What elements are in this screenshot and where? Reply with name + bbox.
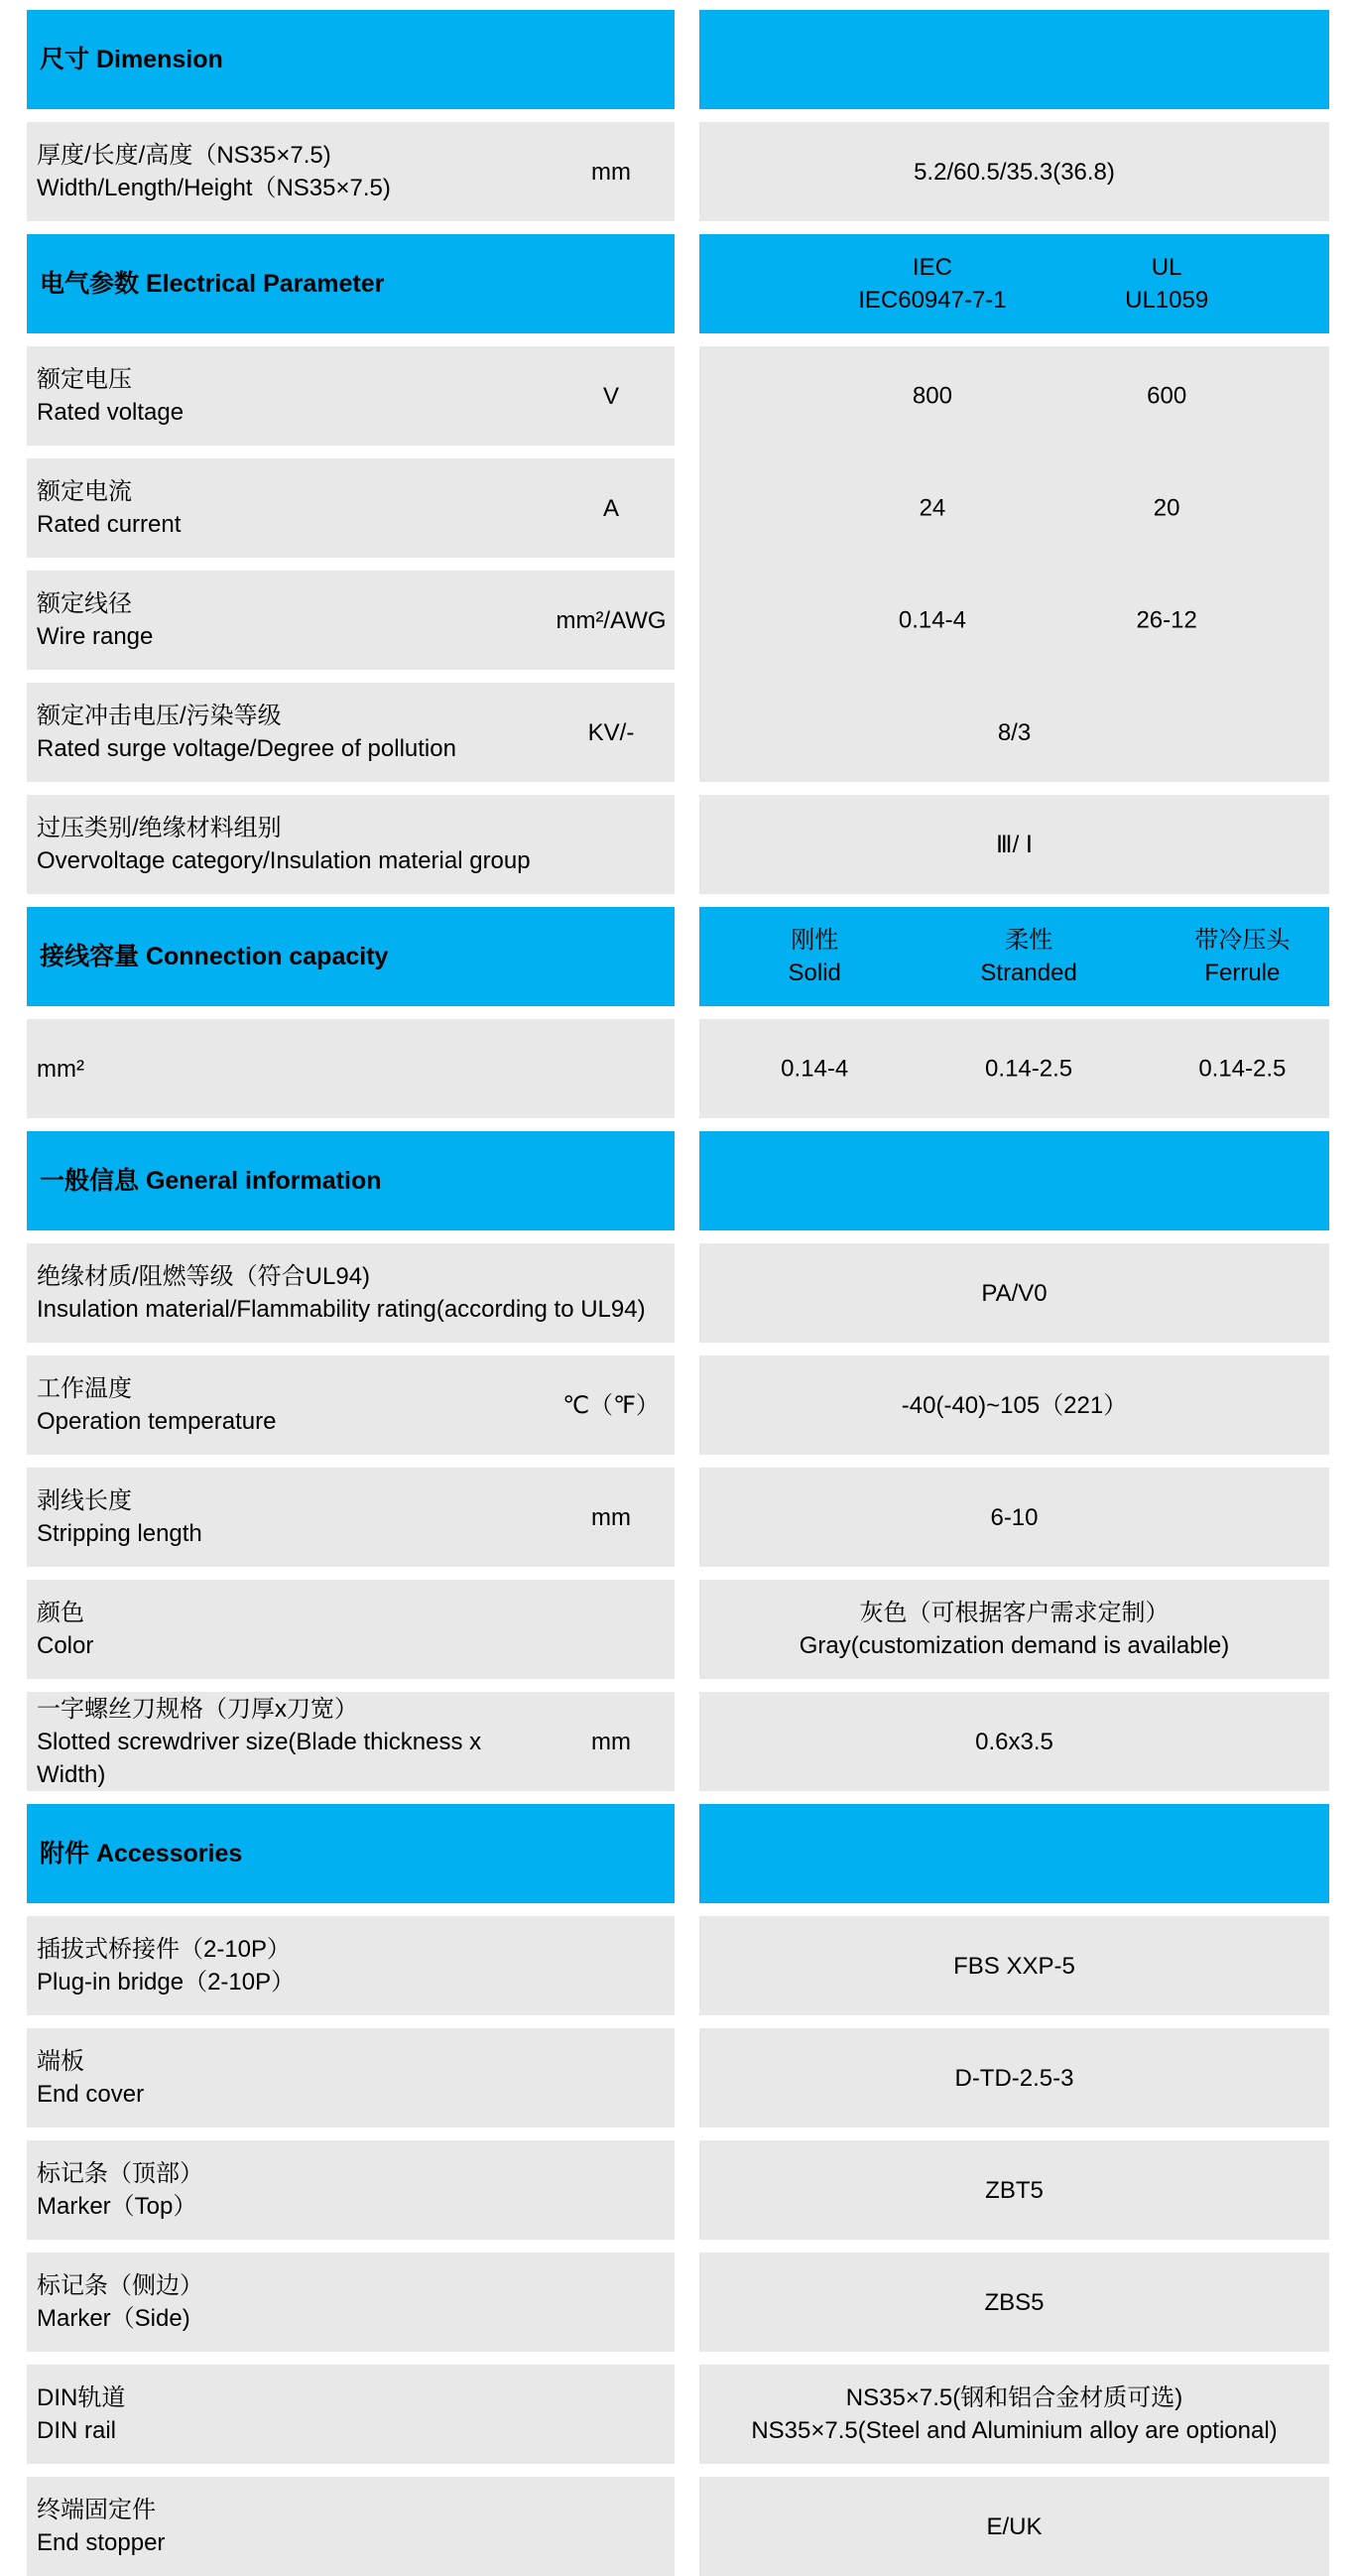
row-end-stopper-value-cell: [699, 2477, 1329, 2576]
row-label-en: Wire range: [37, 623, 154, 650]
row-stripping-label-cell: [27, 1468, 675, 1567]
row-label-zh: 标记条（顶部）: [37, 2160, 203, 2187]
row-value: 5.2/60.5/35.3(36.8): [914, 158, 1115, 186]
column-header-ferrule-zh: 带冷压头: [1194, 927, 1291, 954]
electrical-rows-group: [27, 346, 1359, 782]
column-header-ferrule-en: Ferrule: [1204, 960, 1281, 986]
rated-current-values: [699, 458, 1329, 558]
row-marker-top-label-cell: [27, 2140, 675, 2240]
row-label-en: Slotted screwdriver size(Blade thickness x Width): [37, 1728, 482, 1788]
row-label-en: End cover: [37, 2081, 145, 2108]
row-value-en: NS35×7.5(Steel and Aluminium alloy are optional): [751, 2417, 1278, 2444]
row-value: FBS XXP-5: [953, 1952, 1075, 1980]
value-ferrule: 0.14-2.5: [1198, 1055, 1287, 1083]
row-label-en: Rated current: [37, 511, 182, 538]
row-label-zh: 剥线长度: [37, 1487, 132, 1514]
section-header-dimension: [27, 10, 1359, 109]
section-header-dimension-title-cell: [27, 10, 675, 109]
row-insulation-value-cell: [699, 1243, 1329, 1343]
column-header-iec-standard: IEC60947-7-1: [858, 287, 1007, 314]
row-label-zh: 一字螺丝刀规格（刀厚x刀宽）: [37, 1695, 358, 1723]
row-stripping-value-cell: [699, 1468, 1329, 1567]
row-color-value-cell: [699, 1580, 1329, 1679]
section-header-connection: [27, 907, 1359, 1006]
row-label-zh: 标记条（侧边）: [37, 2272, 203, 2299]
row-wire-range-label-cell: [27, 571, 675, 670]
column-header-solid: [789, 924, 841, 989]
electrical-values-panel: [699, 346, 1329, 782]
row-unit: mm: [591, 1503, 631, 1531]
row-end-cover: [27, 2028, 1359, 2127]
row-overvoltage-label-cell: [27, 795, 675, 894]
row-value: PA/V0: [981, 1279, 1048, 1307]
row-unit: mm: [591, 1728, 631, 1755]
section-header-electrical-title-cell: [27, 234, 675, 333]
row-label-en: Marker（Top）: [37, 2193, 197, 2220]
row-label-zh: 插拔式桥接件（2-10P）: [37, 1936, 292, 1963]
value-iec: 24: [919, 494, 946, 522]
row-din-rail: [27, 2365, 1359, 2464]
row-rated-voltage-label-cell: [27, 346, 675, 446]
column-header-solid-zh: 刚性: [791, 927, 839, 954]
column-header-stranded-en: Stranded: [980, 960, 1077, 986]
row-label: mm²: [37, 1055, 84, 1083]
row-label-zh: 端板: [37, 2048, 84, 2075]
section-title: 一般信息 General information: [40, 1166, 382, 1195]
row-temperature-label-cell: [27, 1355, 675, 1455]
column-header-ferrule: [1194, 924, 1290, 989]
row-value: 8/3: [997, 718, 1032, 746]
row-label-zh: 额定冲击电压/污染等级: [37, 703, 282, 729]
row-insulation: [27, 1243, 1359, 1343]
row-label-zh: 额定电流: [37, 478, 132, 505]
row-label-en: Plug-in bridge（2-10P）: [37, 1969, 296, 1996]
row-surge-label-cell: [27, 683, 675, 782]
rated-voltage-values: [699, 346, 1329, 446]
row-label-en: Insulation material/Flammability rating(according to UL94): [37, 1296, 646, 1323]
row-screwdriver-value-cell: [699, 1692, 1329, 1791]
row-value-zh: NS35×7.5(钢和铝合金材质可选): [845, 2384, 1183, 2411]
row-size-value-cell: [699, 122, 1329, 221]
row-marker-side-label-cell: [27, 2253, 675, 2352]
value-iec: 800: [912, 382, 952, 410]
row-temperature-value-cell: [699, 1355, 1329, 1455]
row-value: 6-10: [990, 1503, 1039, 1531]
row-label-en: Width/Length/Height（NS35×7.5): [37, 175, 391, 201]
row-capacity-values-cell: [699, 1019, 1329, 1118]
row-value: -40(-40)~105（221）: [901, 1391, 1128, 1419]
section-header-general-right-cell: [699, 1131, 1329, 1230]
row-overvoltage: [27, 795, 1359, 894]
row-label-en: Operation temperature: [37, 1408, 277, 1435]
row-marker-top-value-cell: [699, 2140, 1329, 2240]
row-end-cover-value-cell: [699, 2028, 1329, 2127]
row-value: Ⅲ/ Ⅰ: [996, 831, 1033, 858]
value-stranded: 0.14-2.5: [985, 1055, 1073, 1083]
row-label-zh: 工作温度: [37, 1375, 132, 1402]
row-value-en: Gray(customization demand is available): [799, 1632, 1230, 1659]
row-bridge-label-cell: [27, 1916, 675, 2015]
row-value: D-TD-2.5-3: [954, 2064, 1074, 2092]
column-header-ul-standard: UL1059: [1125, 287, 1209, 314]
row-marker-top: [27, 2140, 1359, 2240]
row-unit: mm²/AWG: [556, 606, 667, 634]
row-label-en: Stripping length: [37, 1520, 202, 1547]
row-end-cover-label-cell: [27, 2028, 675, 2127]
row-value: 0.6x3.5: [975, 1728, 1053, 1755]
section-header-connection-title-cell: [27, 907, 675, 1006]
row-value-zh: 灰色（可根据客户需求定制）: [859, 1600, 1170, 1626]
electrical-rows-left-column: [27, 346, 675, 782]
row-screwdriver-label-cell: [27, 1692, 675, 1791]
value-ul: 600: [1147, 382, 1187, 410]
value-ul: 20: [1153, 494, 1180, 522]
section-header-accessories-title-cell: [27, 1804, 675, 1903]
row-label-en: DIN rail: [37, 2417, 117, 2444]
row-color-label-cell: [27, 1580, 675, 1679]
row-capacity: [27, 1019, 1359, 1118]
surge-value: [699, 683, 1329, 782]
row-stripping: [27, 1468, 1359, 1567]
row-bridge-value-cell: [699, 1916, 1329, 2015]
row-size-label-cell: [27, 122, 675, 221]
section-header-general: [27, 1131, 1359, 1230]
section-header-accessories-right-cell: [699, 1804, 1329, 1903]
section-title: 附件 Accessories: [40, 1839, 243, 1868]
row-label-en: End stopper: [37, 2529, 166, 2556]
value-ul: 26-12: [1136, 606, 1197, 634]
section-header-dimension-right-cell: [699, 10, 1329, 109]
wire-range-values: [699, 571, 1329, 670]
row-unit: A: [602, 494, 619, 522]
row-label-en: Rated surge voltage/Degree of pollution: [37, 735, 456, 762]
row-end-stopper: [27, 2477, 1359, 2576]
row-rated-current-label-cell: [27, 458, 675, 558]
section-title: 电气参数 Electrical Parameter: [40, 269, 385, 298]
row-marker-side-value-cell: [699, 2253, 1329, 2352]
column-header-stranded-zh: 柔性: [1005, 927, 1053, 954]
row-din-rail-label-cell: [27, 2365, 675, 2464]
row-insulation-label-cell: [27, 1243, 675, 1343]
row-unit: mm: [591, 158, 631, 186]
row-size: [27, 122, 1359, 221]
row-label-zh: 终端固定件: [37, 2497, 156, 2523]
row-label-zh: 颜色: [37, 1600, 84, 1626]
row-label-zh: 额定线径: [37, 590, 132, 617]
row-label-en: Rated voltage: [37, 399, 185, 426]
row-temperature: [27, 1355, 1359, 1455]
row-label-en: Color: [37, 1632, 94, 1659]
row-value: ZBS5: [984, 2288, 1045, 2316]
row-value: E/UK: [986, 2512, 1043, 2540]
row-label-zh: 厚度/长度/高度（NS35×7.5): [37, 142, 331, 169]
row-label-zh: DIN轨道: [37, 2384, 126, 2411]
row-color: [27, 1580, 1359, 1679]
row-label-en: Overvoltage category/Insulation material group: [37, 847, 531, 874]
row-marker-side: [27, 2253, 1359, 2352]
row-din-rail-value-cell: [699, 2365, 1329, 2464]
column-header-stranded: [980, 924, 1076, 989]
section-header-accessories: [27, 1804, 1359, 1903]
section-header-connection-right-cell: [699, 907, 1329, 1006]
row-label-zh: 过压类别/绝缘材料组别: [37, 815, 282, 841]
row-capacity-label-cell: [27, 1019, 675, 1118]
row-bridge: [27, 1916, 1359, 2015]
column-header-ul: [1125, 251, 1208, 317]
column-header-iec: [858, 251, 1006, 317]
row-overvoltage-value-cell: [699, 795, 1329, 894]
section-title: 接线容量 Connection capacity: [40, 942, 389, 970]
row-label-zh: 额定电压: [37, 366, 132, 393]
section-title: 尺寸 Dimension: [40, 45, 223, 73]
row-unit: V: [602, 382, 619, 410]
column-header-solid-en: Solid: [788, 960, 841, 986]
row-unit: ℃（℉）: [562, 1391, 660, 1419]
value-solid: 0.14-4: [781, 1055, 849, 1083]
row-label-zh: 绝缘材质/阻燃等级（符合UL94): [37, 1263, 371, 1290]
column-header-iec-label: IEC: [912, 254, 952, 281]
row-screwdriver: [27, 1692, 1359, 1791]
row-value: ZBT5: [985, 2176, 1044, 2204]
column-header-ul-label: UL: [1151, 254, 1182, 281]
section-header-electrical-right-cell: [699, 234, 1329, 333]
section-header-general-title-cell: [27, 1131, 675, 1230]
row-end-stopper-label-cell: [27, 2477, 675, 2576]
row-label-en: Marker（Side): [37, 2305, 190, 2332]
value-iec: 0.14-4: [898, 606, 966, 634]
section-header-electrical: [27, 234, 1359, 333]
row-unit: KV/-: [587, 718, 635, 746]
